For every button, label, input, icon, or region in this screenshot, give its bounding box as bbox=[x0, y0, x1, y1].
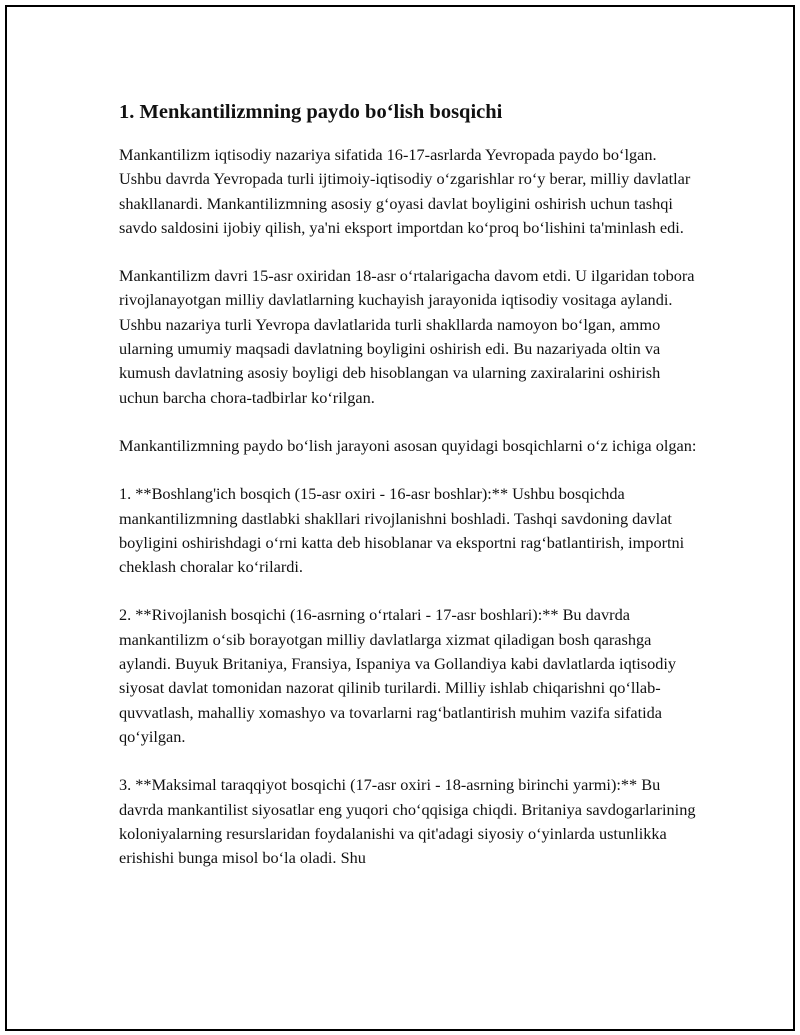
paragraph-stage-2: 2. **Rivojlanish bosqichi (16-asrning o‘rtalari - 17-asr boshlari):** Bu davrda mankantilizm o‘sib borayotgan milliy davlatlarga xizmat qiladigan bosh qarashga aylandi. Buyuk Britaniya, Fransiya, Ispaniya va Gollandiya kabi davlatlarda iqtisodiy siyosat davlat tomonidan nazorat qilinib turilardi. Milliy ishlab chiqarishni qo‘llab-quvvatlash, mahalliy xomashyo va tovarlarni rag‘batlantirish muhim vazifa sifatida qo‘yilgan. bbox=[119, 605, 677, 746]
paragraph-stage-3: 3. **Maksimal taraqqiyot bosqichi (17-asr oxiri - 18-asrning birinchi yarmi):** Bu davrda mankantilist siyosatlar eng yuqori cho‘qqisiga chiqdi. Britaniya savdogarlarining koloniyalarning resurslaridan foydalanishi va qit'adagi siyosiy o‘yinlarda ustunlikka erishishi bunga misol bo‘la oladi. Shu bbox=[119, 775, 696, 868]
document-body bbox=[119, 99, 697, 894]
paragraph-intro: Mankantilizm iqtisodiy nazariya sifatida 16-17-asrlarda Yevropada paydo bo‘lgan. Ushbu davrda Yevropada turli ijtimoiy-iqtisodiy o‘zgarishlar ro‘y berar, milliy davlatlar shakllanardi. Mankantilizmning asosiy g‘oyasi davlat boyligini oshirish uchun tashqi savdo saldosini ijobiy qilish, ya'ni eksport importdan ko‘proq bo‘lishini ta'minlash edi. bbox=[119, 145, 691, 237]
paragraph-period: Mankantilizm davri 15-asr oxiridan 18-asr o‘rtalarigacha davom etdi. U ilgaridan tobora rivojlanayotgan milliy davlatlarning kuchayish jarayonida iqtisodiy vositaga aylandi. Ushbu nazariya turli Yevropa davlatlarida turli shakllarda namoyon bo‘lgan, ammo ularning umumiy maqsadi davlatning boyligini oshirish edi. Bu nazariyada oltin va kumush davlatning asosiy boyligi deb hisoblangan va ularning zaxiralarini oshirish uchun barcha chora-tadbirlar ko‘rilgan. bbox=[119, 266, 695, 407]
page-frame bbox=[5, 5, 795, 1031]
paragraph-stage-1: 1. **Boshlang'ich bosqich (15-asr oxiri - 16-asr boshlar):** Ushbu bosqichda mankantilizmning dastlabki shakllari rivojlanishni boshladi. Tashqi savdoning davlat boyligini oshirishdagi o‘rni katta deb hisoblanar va eksportni rag‘batlantirish, importni cheklash choralar ko‘rilardi. bbox=[119, 484, 685, 577]
section-heading: 1. Menkantilizmning paydo bo‘lish bosqichi bbox=[119, 101, 503, 123]
paragraph-stages-intro: Mankantilizmning paydo bo‘lish jarayoni asosan quyidagi bosqichlarni o‘z ichiga olgan: bbox=[119, 435, 697, 455]
